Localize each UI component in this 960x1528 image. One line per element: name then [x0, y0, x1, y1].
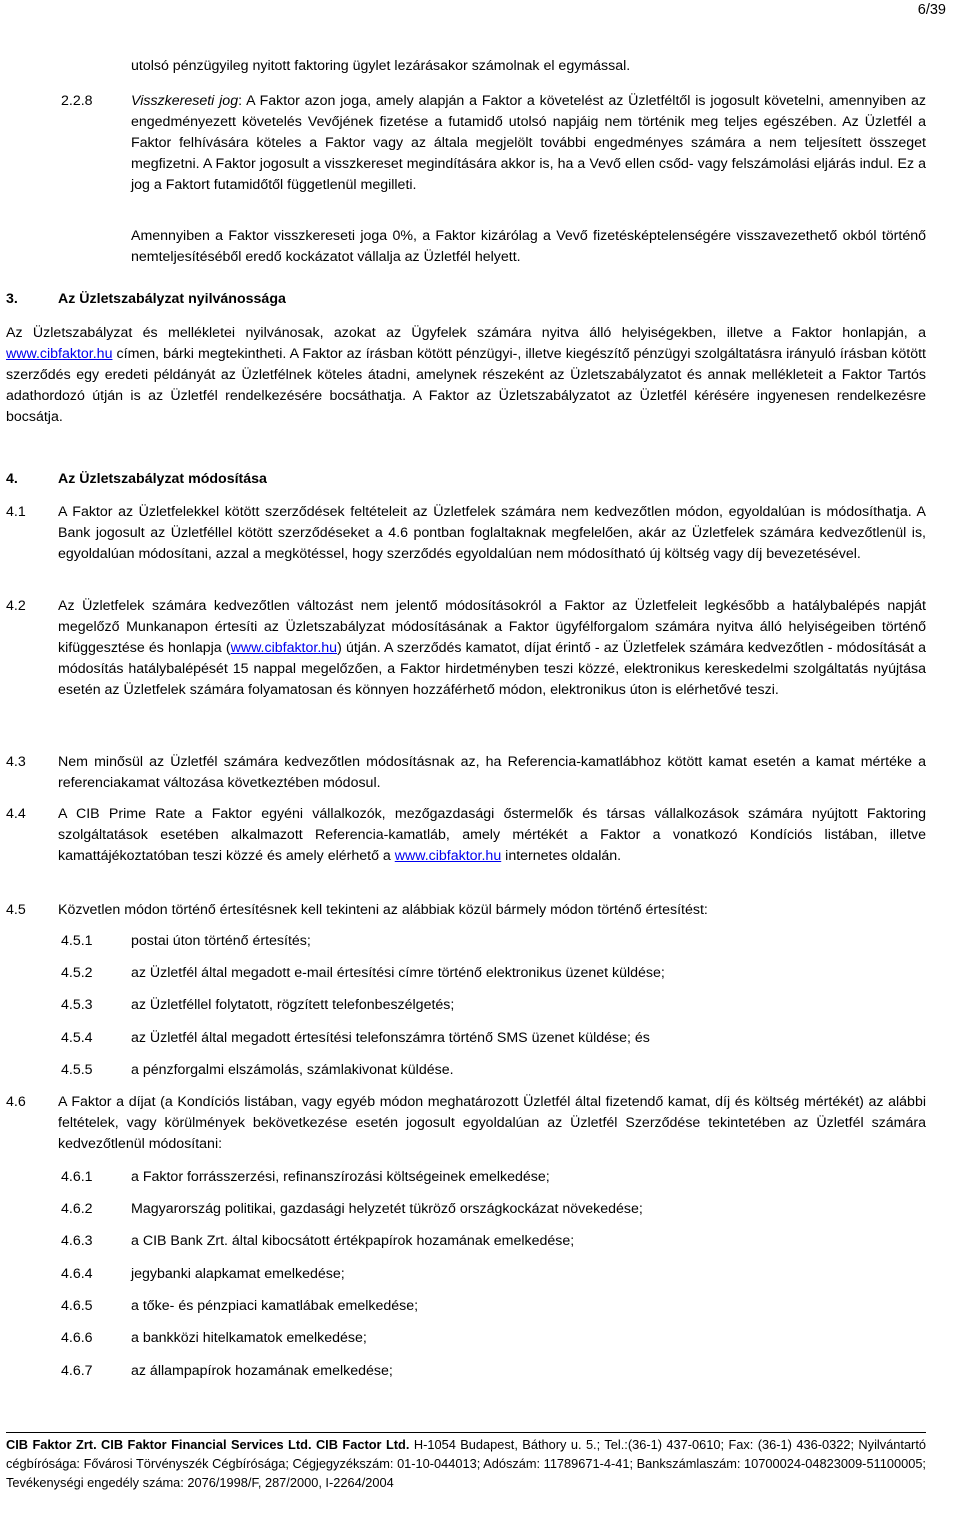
section-3-heading: [6, 289, 926, 310]
list-item: [61, 1028, 926, 1049]
list-item: [61, 1296, 926, 1317]
list-item: [61, 963, 926, 984]
section-number: 4.: [6, 471, 18, 487]
item-number: 4.6.2: [61, 1201, 93, 1217]
body-text: Az Üzletfelek számára kedvezőtlen változást nem jelentő módosításokról a Faktor az Üzletfeleit legkésőbb a hatálybalépés napját megelőző Munkanapon értesíti az Üzletszabályzat módosításának a Faktor ügyfélforgalom számára nyitva álló helyiségeiben történő kifüggesztése és honlapja (: [58, 598, 926, 656]
clause-number: 4.1: [6, 504, 26, 520]
item-text: az Üzletfél által megadott e-mail értesítési címre történő elektronikus üzenet küldése;: [131, 965, 665, 981]
item-number: 4.5.1: [61, 933, 93, 949]
definition-body: : A Faktor azon joga, amely alapján a Faktor a követelést az Üzletféltől is jogosult követelni, amennyiben az engedményezett követelés Vevőjének fizetése a futamidő utolsó napjáig nem történik meg teljes egészében. Az Üzletfél a Faktor felhívására köteles a Faktor vagy az általa megjelölt további engedményes számára a nem teljesített összeget megfizetni. A Faktor jogosult a visszkereset megindítására akkor is, ha a Vevő ellen csőd- vagy felszámolási eljárás indul. Ez a jog a Faktort futamidőtől függetlenül megilleti.: [131, 93, 926, 193]
clause-number: 4.5: [6, 902, 26, 918]
body-text: Az Üzletszabályzat és mellékletei nyilvánosak, azokat az Ügyfelek számára nyitva álló helyiségekben, illetve a Faktor honlapján, a: [6, 325, 926, 341]
clause-number: 4.6: [6, 1094, 26, 1110]
list-item: [61, 1264, 926, 1285]
website-link[interactable]: www.cibfaktor.hu: [394, 848, 502, 864]
section-number: 2.2.8: [61, 93, 93, 109]
item-text: a CIB Bank Zrt. által kibocsátott értékpapírok hozamának emelkedése;: [131, 1233, 575, 1249]
clause-text: A Faktor a díjat (a Kondíciós listában, vagy egyéb módon meghatározott Üzletfél által fizetendő kamat, díj és költség mértékét) az alábbi feltételek, vagy körülmények bekövetkezése esetén jogosult egyoldalúan az Üzletfél Szerződése tekintetében az Üzletfél számára kedvezőtlenül módosítani:: [58, 1094, 926, 1152]
item-number: 4.5.3: [61, 997, 93, 1013]
clause-number: 4.2: [6, 598, 26, 614]
clause-text: A Faktor az Üzletfelekkel kötött szerződések feltételeit az Üzletfelek számára nem kedvezőtlen módon, egyoldalúan is módosíthatja. A Bank jogosult az Üzletféllel kötött szerződéseket a 4.6 pontban foglaltaknak megfelelően, akár az Üzletfelek számára kedvezőtlenül is, egyoldalúan módosítani, azzal a megkötéssel, hogy szerződés egyoldalúan nem módosítható új költség vagy díj bevezetésével.: [58, 504, 926, 562]
item-text: a bankközi hitelkamatok emelkedése;: [131, 1330, 367, 1346]
clause-text: Közvetlen módon történő értesítésnek kell tekinteni az alábbiak közül bármely módon történő értesítést:: [58, 902, 708, 918]
list-item: [61, 1060, 926, 1081]
body-text: A CIB Prime Rate a Faktor egyéni vállalkozók, mezőgazdasági őstermelők és társas vállalkozások számára nyújtott Faktoring szolgáltatások esetében alkalmazott Referencia-kamatláb, amely mértékét a Faktor a vonatkozó Kondíciós listában, illetve kamattájékoztatóban teszi közzé és amely elérhető a: [58, 806, 926, 864]
section-4-heading: [6, 469, 926, 490]
intro-tail-text: utolsó pénzügyileg nyitott faktoring ügylet lezárásakor számolnak el egymással.: [131, 58, 631, 74]
item-text: a Faktor forrásszerzési, refinanszírozási költségeinek emelkedése;: [131, 1169, 550, 1185]
item-text: Magyarország politikai, gazdasági helyzetét tükröző országkockázat növekedése;: [131, 1201, 643, 1217]
body-text: címen, bárki megtekintheti. A Faktor az írásban kötött pénzügyi-, illetve kiegészítő pénzügyi szolgáltatásra irányuló írásban kötött szerződés egy eredeti példányát az Üzletfélnek köteles átadni, amelynek részeként az Üzletszabályzatot és annak mellékleteit a Faktor Tartós adathordozó útján is az Üzletfél rendelkezésére bocsáthatja. A Faktor az Üzletszabályzatot az Üzletfél kérésére ingyenesen rendelkezésre bocsátja.: [6, 346, 926, 425]
item-text: az állampapírok hozamának emelkedése;: [131, 1363, 393, 1379]
item-number: 4.6.6: [61, 1330, 93, 1346]
list-item: [61, 1199, 926, 1220]
item-number: 4.5.4: [61, 1030, 93, 1046]
website-link[interactable]: www.cibfaktor.hu: [230, 640, 338, 656]
clause-text: Nem minősül az Üzletfél számára kedvezőtlen módosításnak az, ha Referencia-kamatlábhoz kötött kamat esetén a kamat mértéke a referenciakamat változása következtében módosul.: [58, 754, 926, 791]
section-3-body: [6, 323, 926, 428]
item-number: 4.6.1: [61, 1169, 93, 1185]
list-item: [61, 931, 926, 952]
item-text: jegybanki alapkamat emelkedése;: [131, 1266, 345, 1282]
clause-number: 4.4: [6, 806, 26, 822]
body-text: ) útján. A szerződés kamatot, díjat érintő - az Üzletfelek számára kedvezőtlen - módosítását a módosítás hatálybalépését 15 nappal megelőzően, a Faktor hirdetményben teszi közzé, elektronikus kereskedelmi szolgáltatás nyújtása esetén az Üzletfelek számára folyamatosan és könnyen hozzáférhető módon, elektronikus úton is elérhetővé teszi.: [58, 640, 927, 698]
clause-4-5: [6, 900, 926, 921]
item-text: postai úton történő értesítés;: [131, 933, 311, 949]
clause-4-6: [6, 1092, 926, 1155]
item-text: a tőke- és pénzpiaci kamatlábak emelkedése;: [131, 1298, 419, 1314]
clause-text: [58, 596, 926, 701]
section-2-2-8-para2: Amennyiben a Faktor visszkereseti joga 0%, a Faktor kizárólag a Vevő fizetésképtelenségére visszavezethető okból történő nemteljesítéséből eredő kockázatot vállalja az Üzletfél helyett.: [131, 228, 926, 265]
body-text: internetes oldalán.: [501, 848, 622, 864]
section-2-2-8: [61, 91, 926, 196]
item-number: 4.6.5: [61, 1298, 93, 1314]
clause-number: 4.3: [6, 754, 26, 770]
item-text: a pénzforgalmi elszámolás, számlakivonat küldése.: [131, 1062, 454, 1078]
list-item: [61, 1328, 926, 1349]
item-number: 4.6.7: [61, 1363, 93, 1379]
list-item: [61, 1361, 926, 1382]
section-title: Az Üzletszabályzat nyilvánossága: [58, 291, 286, 307]
item-number: 4.5.2: [61, 965, 93, 981]
section-title: Az Üzletszabályzat módosítása: [58, 471, 267, 487]
list-item: [61, 995, 926, 1016]
section-text: [131, 91, 926, 196]
list-item: [61, 1231, 926, 1252]
item-text: az Üzletféllel folytatott, rögzített telefonbeszélgetés;: [131, 997, 455, 1013]
item-text: az Üzletfél által megadott értesítési telefonszámra történő SMS üzenet küldése; és: [131, 1030, 650, 1046]
clause-4-4: [6, 804, 926, 867]
item-number: 4.6.3: [61, 1233, 93, 1249]
item-number: 4.6.4: [61, 1266, 93, 1282]
clause-text: [58, 804, 926, 867]
footer-details: H-1054 Budapest, Báthory u. 5.; Tel.:(36-1) 437-0610; Fax: (36-1) 436-0322; Nyilvántartó cégbírósága: Fővárosi Törvényszék Cégbírósága; Cégjegyzékszám: 01-10-044013; Adószám: 11789671-4-41; Bankszámlaszám: 10700024-04823009-51100005; Tevékenységi engedély száma: 2076/1998/F, 287/2000, I-2264/2004: [6, 1437, 926, 1490]
page-number: 6/39: [917, 2, 946, 18]
clause-4-1: [6, 502, 926, 565]
clause-4-2: [6, 596, 926, 701]
clause-4-3: [6, 752, 926, 794]
page-footer: [6, 1432, 926, 1492]
item-number: 4.5.5: [61, 1062, 93, 1078]
website-link[interactable]: www.cibfaktor.hu: [6, 346, 113, 362]
section-number: 3.: [6, 291, 18, 307]
list-item: [61, 1167, 926, 1188]
defined-term: Visszkereseti jog: [131, 93, 239, 109]
footer-company: CIB Faktor Zrt. CIB Faktor Financial Services Ltd. CIB Factor Ltd.: [6, 1437, 410, 1452]
